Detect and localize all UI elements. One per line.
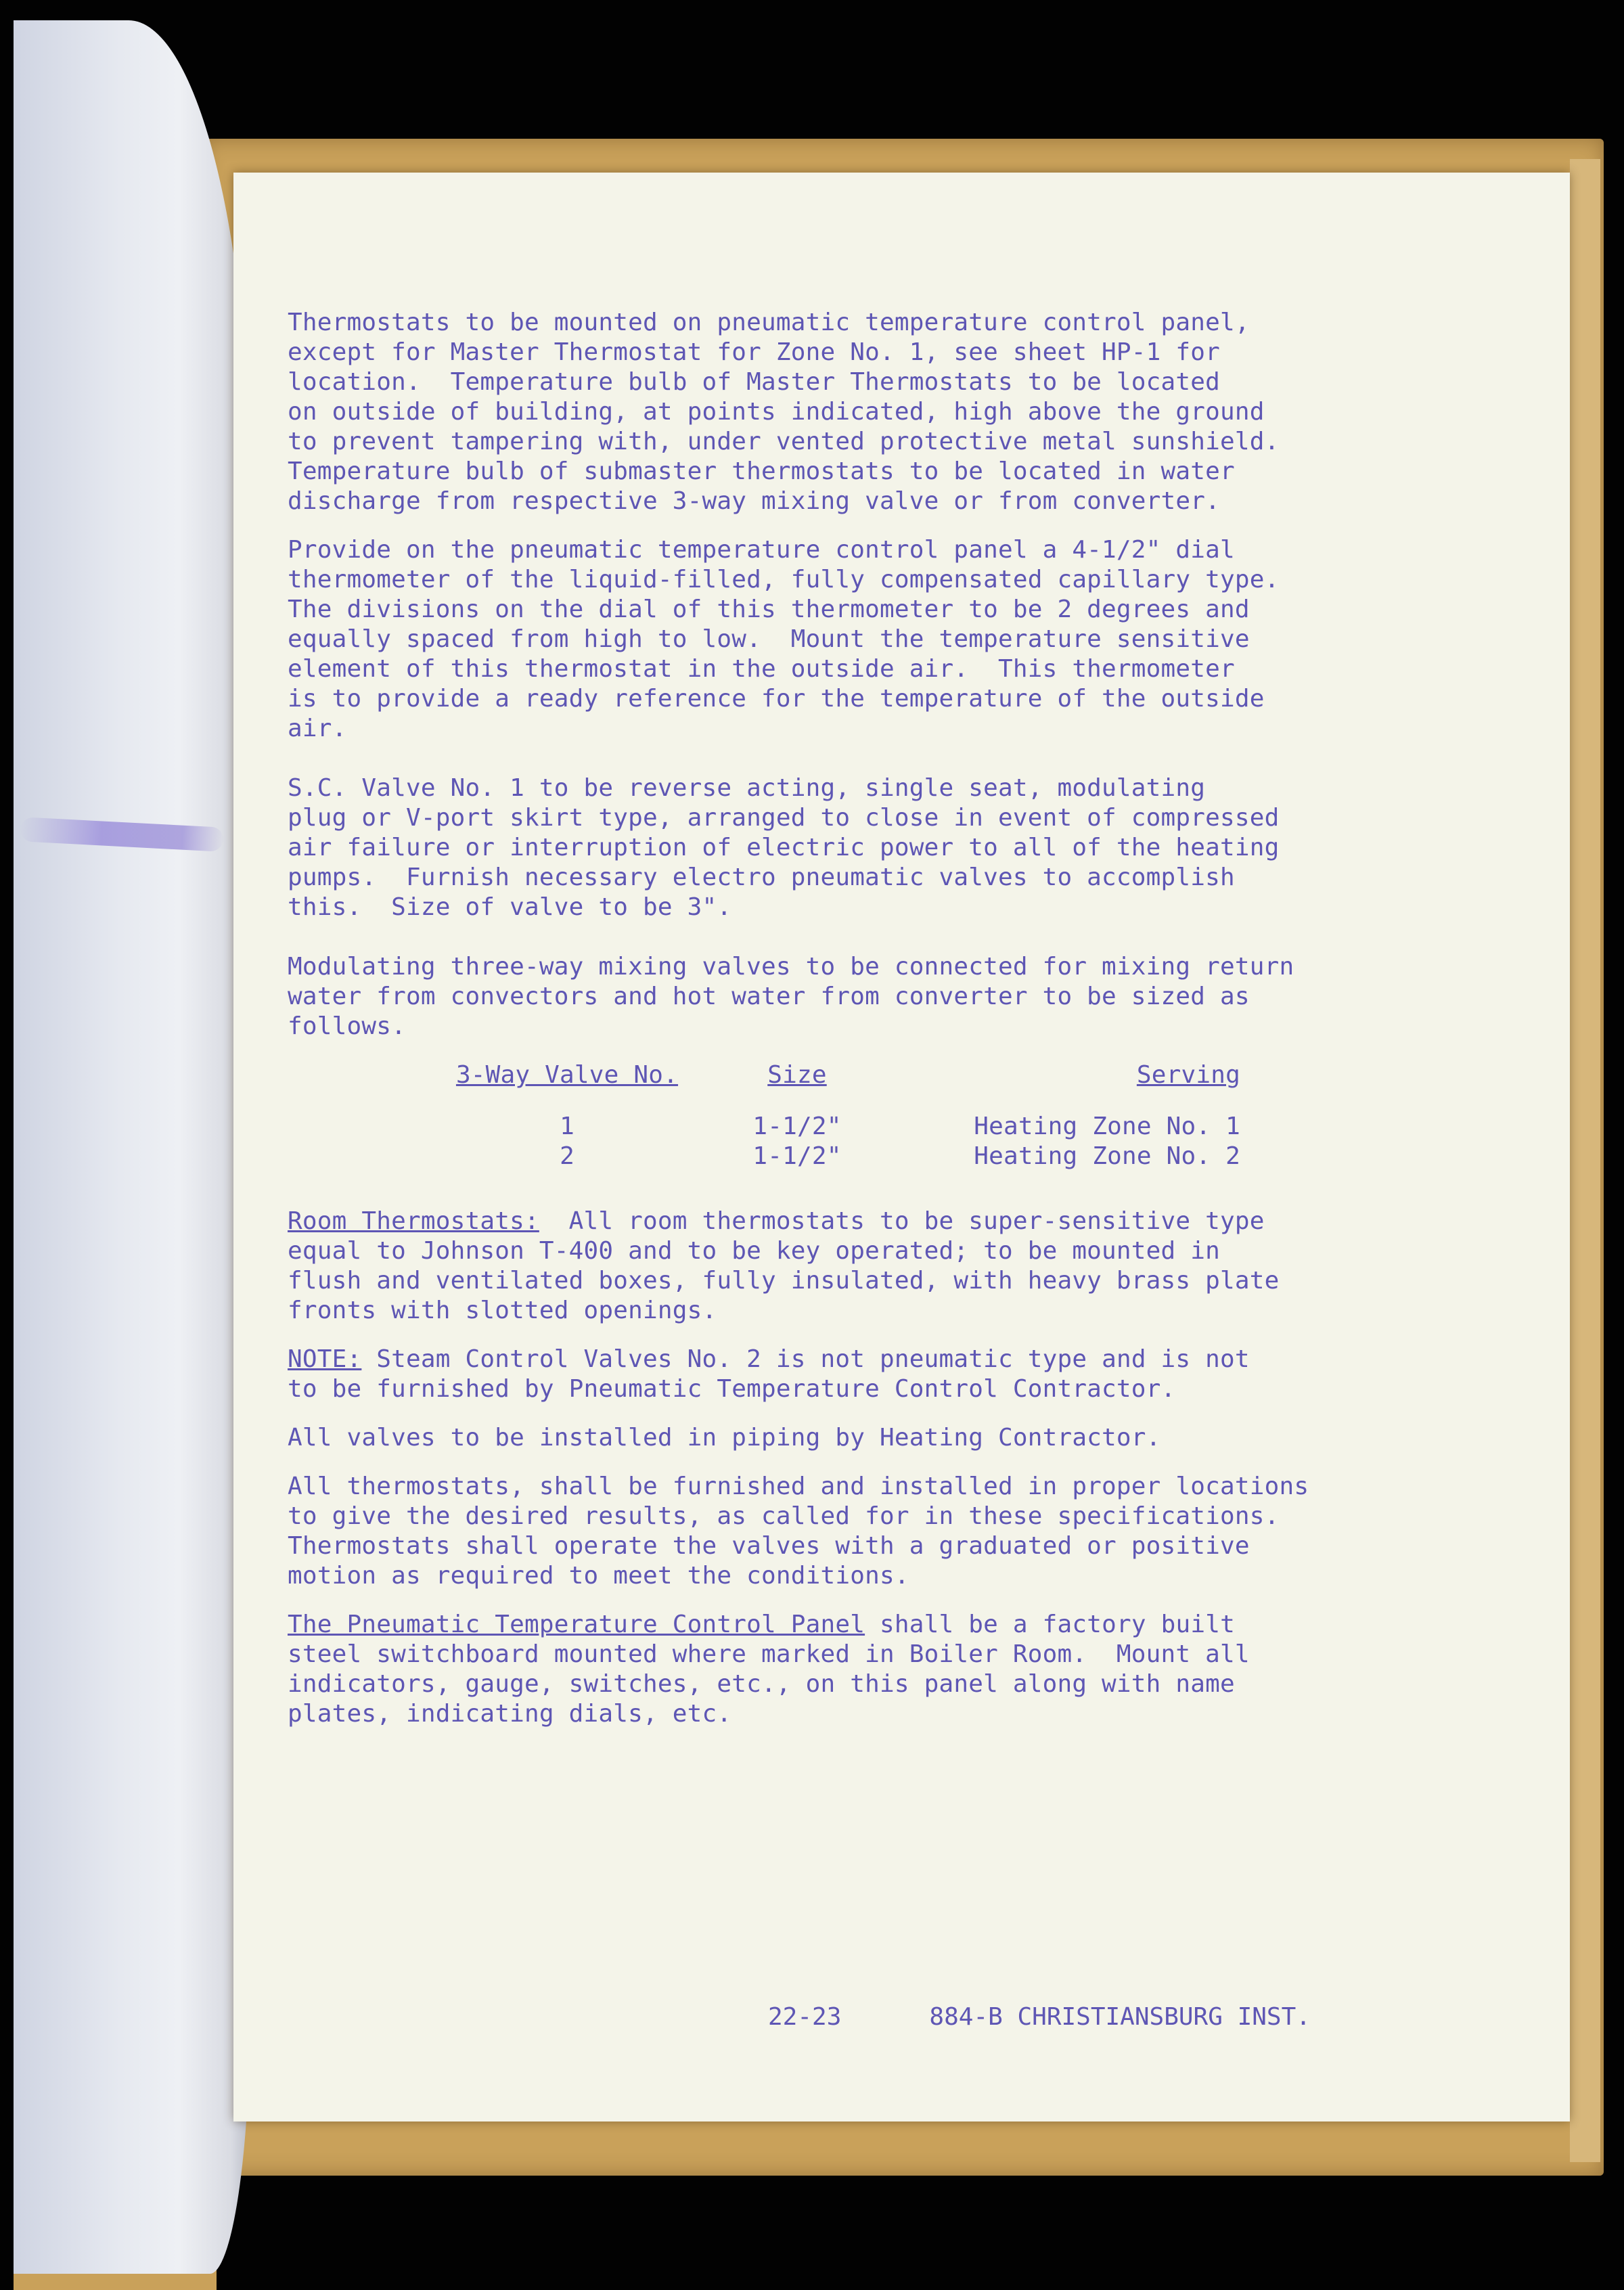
note-text: Steam Control Valves No. 2 is not pneumatic type and is not to be furnished by Pneumatic Temperature Control Contractor. [288, 1345, 1250, 1403]
control-panel-heading: The Pneumatic Temperature Control Panel [288, 1611, 865, 1638]
header-size: Size [767, 1061, 827, 1089]
paragraph-thermostat-mounting: Thermostats to be mounted on pneumatic temperature control panel, except for Master Thermostat for Zone No. 1, see sheet HP-1 for location. Temperature bulb of Master Thermostats to be located on outside of building, at points indicated, high above the ground to prevent tampering with, under vented protective metal sunshield. Temperature bulb of submaster thermostats to be located in water discharge from respective 3-way mixing valve or from converter. [288, 309, 1280, 515]
curled-left-page [14, 20, 250, 2274]
header-valve-no: 3-Way Valve No. [455, 1061, 679, 1089]
header-serving: Serving [1136, 1061, 1240, 1089]
paragraph-sc-valve: S.C. Valve No. 1 to be reverse acting, single seat, modulating plug or V-port skirt type, arranged to close in event of compressed air failure or interruption of electric power to all of the heating pumps. Furnish necessary electro pneumatic valves to accomplish this. Size of valve to be 3". [288, 774, 1280, 921]
cell-serving: Heating Zone No. 1 [974, 1113, 1240, 1140]
cell-size: 1-1/2" [752, 1113, 842, 1140]
valve-table-header-row [428, 1060, 1240, 1112]
page-text [288, 308, 1533, 1748]
note-heading: NOTE: [288, 1345, 362, 1373]
paragraph-note [288, 1345, 1533, 1404]
paragraph-valves-installed: All valves to be installed in piping by Heating Contractor. [288, 1424, 1161, 1452]
control-panel-text: shall be a factory built steel switchboard mounted where marked in Boiler Room. Mount all indicators, gauge, switches, etc., on this panel along with name plates, indicating dials, etc. [288, 1611, 1250, 1728]
table-row [428, 1142, 1240, 1171]
room-thermostats-heading: Room Thermostats: [288, 1207, 539, 1235]
cell-valve-no: 1 [560, 1113, 574, 1140]
footer-project: 884-B CHRISTIANSBURG INST. [929, 2003, 1311, 2031]
paragraph-mixing-valves: Modulating three-way mixing valves to be connected for mixing return water from convectors and hot water from converter to be sized as follows. [288, 953, 1294, 1040]
footer-page-number: 22-23 [768, 2003, 842, 2031]
paragraph-control-panel [288, 1610, 1533, 1729]
cell-valve-no: 2 [560, 1142, 574, 1170]
table-row [428, 1112, 1240, 1142]
paragraph-thermostats-furnished: All thermostats, shall be furnished and installed in proper locations to give the desired results, as called for in these specifications. Thermostats shall operate the valves with a graduated or positive motion as required to meet the conditions. [288, 1473, 1309, 1590]
paragraph-dial-thermometer: Provide on the pneumatic temperature control panel a 4-1/2" dial thermometer of the liquid-filled, fully compensated capillary type. The divisions on the dial of this thermometer to be 2 degrees and equally spaced from high to low. Mount the temperature sensitive element of this thermostat in the outside air. This thermometer is to provide a ready reference for the temperature of the outside air. [288, 536, 1280, 742]
cell-serving: Heating Zone No. 2 [974, 1142, 1240, 1170]
valve-table [428, 1060, 1240, 1171]
folder-edge-strip [1570, 159, 1600, 2162]
page-footer [768, 2003, 1311, 2031]
room-thermostats-text: All room thermostats to be super-sensitive type equal to Johnson T-400 and to be key operated; to be mounted in flush and ventilated boxes, fully insulated, with heavy brass plate fronts with slotted openings. [288, 1207, 1280, 1324]
paragraph-room-thermostats [288, 1207, 1533, 1326]
cell-size: 1-1/2" [752, 1142, 842, 1170]
